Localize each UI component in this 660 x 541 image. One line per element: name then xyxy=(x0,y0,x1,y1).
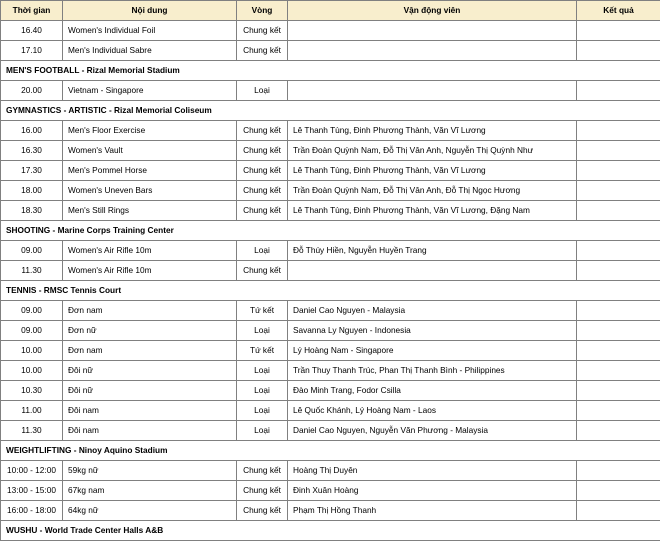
cell-content: Women's Uneven Bars xyxy=(63,181,237,201)
section-header-row xyxy=(1,101,660,121)
cell-time: 16.30 xyxy=(1,141,63,161)
cell-round: Chung kết xyxy=(237,201,288,221)
cell-content: Men's Individual Sabre xyxy=(63,41,237,61)
cell-round: Loại xyxy=(237,361,288,381)
cell-result xyxy=(577,361,660,381)
cell-content: Men's Pommel Horse xyxy=(63,161,237,181)
cell-content: Women's Air Rifle 10m xyxy=(63,261,237,281)
cell-round: Chung kết xyxy=(237,261,288,281)
table-row xyxy=(1,121,660,141)
cell-content: Vietnam - Singapore xyxy=(63,81,237,101)
cell-round: Chung kết xyxy=(237,181,288,201)
cell-round: Chung kết xyxy=(237,21,288,41)
cell-athlete xyxy=(288,261,577,281)
column-header-result: Kết quả xyxy=(577,1,660,21)
cell-result xyxy=(577,21,660,41)
cell-athlete: Đỗ Thúy Hiền, Nguyễn Huyền Trang xyxy=(288,241,577,261)
cell-round: Chung kết xyxy=(237,481,288,501)
cell-round: Chung kết xyxy=(237,161,288,181)
cell-content: Đơn nữ xyxy=(63,321,237,341)
table-row xyxy=(1,301,660,321)
cell-athlete: Hoàng Thị Duyên xyxy=(288,461,577,481)
cell-time: 16:00 - 18:00 xyxy=(1,501,63,521)
cell-time: 11.30 xyxy=(1,261,63,281)
column-header-athlete: Vận động viên xyxy=(288,1,577,21)
cell-round: Loại xyxy=(237,81,288,101)
cell-athlete xyxy=(288,21,577,41)
cell-round: Chung kết xyxy=(237,461,288,481)
cell-time: 13:00 - 15:00 xyxy=(1,481,63,501)
cell-round: Loại xyxy=(237,421,288,441)
cell-result xyxy=(577,141,660,161)
cell-time: 09.00 xyxy=(1,321,63,341)
cell-result xyxy=(577,161,660,181)
cell-result xyxy=(577,261,660,281)
cell-result xyxy=(577,501,660,521)
section-title: WEIGHTLIFTING - Ninoy Aquino Stadium xyxy=(1,441,660,461)
cell-time: 17.30 xyxy=(1,161,63,181)
cell-time: 17.10 xyxy=(1,41,63,61)
cell-athlete: Trần Đoàn Quỳnh Nam, Đỗ Thị Vân Anh, Đỗ Thị Ngọc Hương xyxy=(288,181,577,201)
cell-round: Chung kết xyxy=(237,141,288,161)
section-header-row xyxy=(1,281,660,301)
cell-result xyxy=(577,81,660,101)
cell-time: 09.00 xyxy=(1,241,63,261)
cell-content: Đôi nam xyxy=(63,401,237,421)
cell-result xyxy=(577,301,660,321)
column-header-round: Vòng xyxy=(237,1,288,21)
cell-content: 67kg nam xyxy=(63,481,237,501)
cell-content: Đơn nam xyxy=(63,301,237,321)
cell-athlete: Lê Thanh Tùng, Đinh Phương Thành, Văn Vĩ Lương xyxy=(288,121,577,141)
table-row xyxy=(1,141,660,161)
cell-round: Tứ kết xyxy=(237,341,288,361)
cell-content: 64kg nữ xyxy=(63,501,237,521)
cell-time: 10.00 xyxy=(1,361,63,381)
table-row xyxy=(1,201,660,221)
table-row xyxy=(1,161,660,181)
cell-content: Women's Vault xyxy=(63,141,237,161)
cell-result xyxy=(577,121,660,141)
cell-athlete: Trần Đoàn Quỳnh Nam, Đỗ Thị Vân Anh, Nguyễn Thị Quỳnh Như xyxy=(288,141,577,161)
table-row xyxy=(1,321,660,341)
section-header-row xyxy=(1,441,660,461)
cell-time: 18.00 xyxy=(1,181,63,201)
cell-athlete: Daniel Cao Nguyen - Malaysia xyxy=(288,301,577,321)
cell-content: Men's Still Rings xyxy=(63,201,237,221)
cell-result xyxy=(577,181,660,201)
cell-result xyxy=(577,401,660,421)
cell-round: Chung kết xyxy=(237,121,288,141)
cell-athlete: Phạm Thị Hồng Thanh xyxy=(288,501,577,521)
cell-result xyxy=(577,481,660,501)
column-header-content: Nội dung xyxy=(63,1,237,21)
cell-athlete xyxy=(288,41,577,61)
cell-round: Chung kết xyxy=(237,41,288,61)
section-title: SHOOTING - Marine Corps Training Center xyxy=(1,221,660,241)
cell-content: Đôi nam xyxy=(63,421,237,441)
section-header-row xyxy=(1,61,660,81)
cell-result xyxy=(577,421,660,441)
cell-result xyxy=(577,461,660,481)
table-row xyxy=(1,181,660,201)
cell-round: Loại xyxy=(237,321,288,341)
cell-time: 18.30 xyxy=(1,201,63,221)
table-row xyxy=(1,421,660,441)
cell-time: 16.40 xyxy=(1,21,63,41)
table-row xyxy=(1,21,660,41)
cell-result xyxy=(577,201,660,221)
cell-time: 10.00 xyxy=(1,341,63,361)
table-row xyxy=(1,361,660,381)
table-row xyxy=(1,41,660,61)
cell-athlete: Đinh Xuân Hoàng xyxy=(288,481,577,501)
section-title: TENNIS - RMSC Tennis Court xyxy=(1,281,660,301)
section-title: MEN'S FOOTBALL - Rizal Memorial Stadium xyxy=(1,61,660,81)
cell-content: Đôi nữ xyxy=(63,381,237,401)
cell-content: Đôi nữ xyxy=(63,361,237,381)
table-row xyxy=(1,241,660,261)
table-row xyxy=(1,261,660,281)
cell-athlete: Daniel Cao Nguyen, Nguyễn Văn Phương - Malaysia xyxy=(288,421,577,441)
cell-time: 10.30 xyxy=(1,381,63,401)
cell-round: Loại xyxy=(237,241,288,261)
cell-time: 16.00 xyxy=(1,121,63,141)
cell-result xyxy=(577,321,660,341)
cell-time: 20.00 xyxy=(1,81,63,101)
cell-round: Loại xyxy=(237,381,288,401)
cell-athlete: Savanna Ly Nguyen - Indonesia xyxy=(288,321,577,341)
section-title: WUSHU - World Trade Center Halls A&B xyxy=(1,521,660,541)
cell-athlete: Lý Hoàng Nam - Singapore xyxy=(288,341,577,361)
cell-athlete: Lê Thanh Tùng, Đinh Phương Thành, Văn Vĩ Lương xyxy=(288,161,577,181)
table-row xyxy=(1,341,660,361)
table-row xyxy=(1,501,660,521)
cell-athlete: Trần Thuy Thanh Trúc, Phan Thị Thanh Bình - Philippines xyxy=(288,361,577,381)
cell-time: 11.30 xyxy=(1,421,63,441)
cell-round: Chung kết xyxy=(237,501,288,521)
cell-result xyxy=(577,381,660,401)
section-header-row xyxy=(1,521,660,541)
cell-time: 09.00 xyxy=(1,301,63,321)
cell-result xyxy=(577,41,660,61)
column-header-time: Thời gian xyxy=(1,1,63,21)
cell-content: 59kg nữ xyxy=(63,461,237,481)
cell-content: Women's Air Rifle 10m xyxy=(63,241,237,261)
cell-time: 11.00 xyxy=(1,401,63,421)
cell-round: Tứ kết xyxy=(237,301,288,321)
section-header-row xyxy=(1,221,660,241)
cell-athlete xyxy=(288,81,577,101)
table-row xyxy=(1,461,660,481)
cell-athlete: Đào Minh Trang, Fodor Csilla xyxy=(288,381,577,401)
cell-content: Men's Floor Exercise xyxy=(63,121,237,141)
section-title: GYMNASTICS - ARTISTIC - Rizal Memorial Coliseum xyxy=(1,101,660,121)
cell-content: Women's Individual Foil xyxy=(63,21,237,41)
table-row xyxy=(1,401,660,421)
table-row xyxy=(1,481,660,501)
table-row xyxy=(1,381,660,401)
cell-content: Đơn nam xyxy=(63,341,237,361)
cell-athlete: Lê Quốc Khánh, Lý Hoàng Nam - Laos xyxy=(288,401,577,421)
cell-athlete: Lê Thanh Tùng, Đinh Phương Thành, Văn Vĩ Lương, Đặng Nam xyxy=(288,201,577,221)
cell-result xyxy=(577,241,660,261)
table-row xyxy=(1,81,660,101)
table-header-row xyxy=(1,1,660,21)
cell-round: Loại xyxy=(237,401,288,421)
cell-result xyxy=(577,341,660,361)
cell-time: 10:00 - 12:00 xyxy=(1,461,63,481)
